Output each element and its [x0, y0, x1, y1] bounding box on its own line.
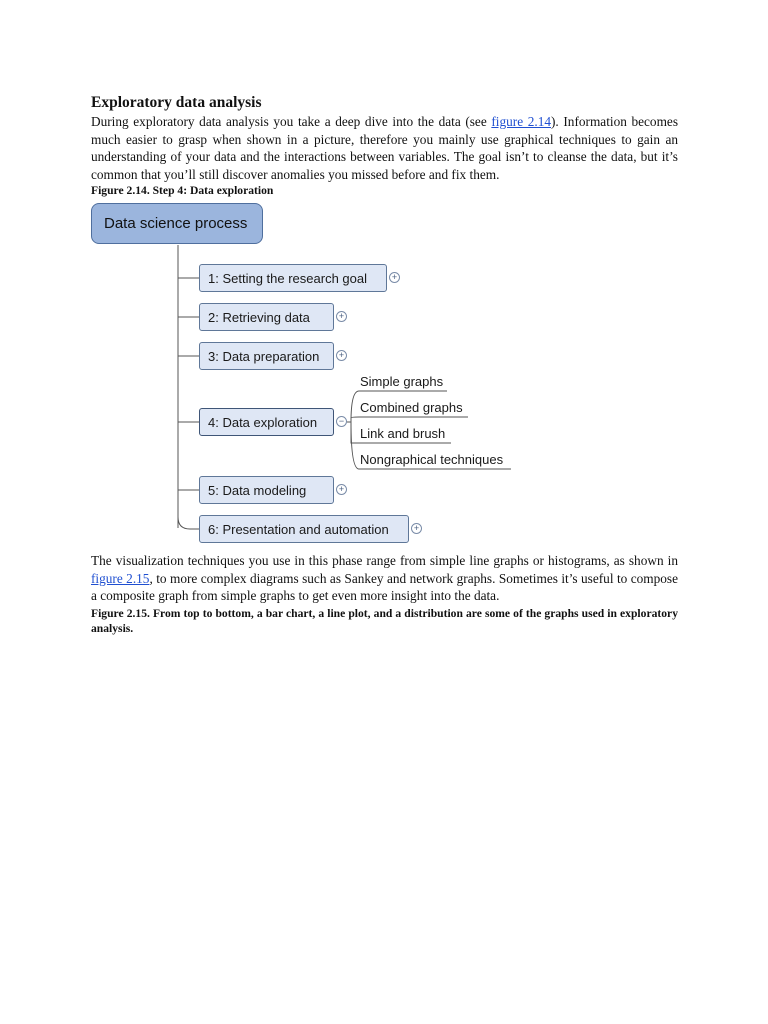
root-node[interactable]: Data science process	[91, 203, 263, 244]
section-title: Exploratory data analysis	[91, 94, 262, 111]
figure-2-14-caption: Figure 2.14. Step 4: Data exploration	[91, 184, 274, 197]
paragraph-intro	[91, 113, 678, 183]
collapse-icon[interactable]: −	[336, 416, 347, 427]
figure-2-14-link[interactable]: figure 2.14	[491, 114, 551, 129]
document-page	[91, 93, 678, 636]
branch-combined-graphs	[351, 417, 468, 422]
paragraph-visualization	[91, 552, 678, 605]
paragraph-intro-text-end: ). Information becomes much easier to grasp when shown in a picture, therefore you mainly use graphical techniques to gain an understanding of your data and the interactions between variables. The goal isn’t to cleanse the data, but it’s common that you’ll still discover anomalies you missed before and fix them.	[91, 114, 679, 182]
paragraph-visualization-text-end: , to more complex diagrams such as Sankey and network graphs. Sometimes it’s useful to compose a composite graph from simple graphs to get even more insight into the data.	[91, 570, 678, 603]
branch-step-6	[178, 517, 199, 529]
step-node-data-preparation[interactable]: 3: Data preparation	[199, 342, 334, 370]
step-node-data-modeling[interactable]: 5: Data modeling	[199, 476, 334, 504]
expand-icon[interactable]: +	[336, 311, 347, 322]
leaf-simple-graphs[interactable]: Simple graphs	[360, 374, 444, 389]
expand-icon[interactable]: +	[411, 523, 422, 534]
step-node-presentation-automation[interactable]: 6: Presentation and automation	[199, 515, 409, 543]
expand-icon[interactable]: +	[336, 350, 347, 361]
figure-2-15-link[interactable]: figure 2.15	[91, 570, 150, 586]
leaf-link-and-brush[interactable]: Link and brush	[360, 426, 446, 441]
figure-2-15-caption: Figure 2.15. From top to bottom, a bar chart, a line plot, and a distribution are some of the graphs used in exploratory analysis.	[91, 606, 678, 635]
step-node-retrieving-data[interactable]: 2: Retrieving data	[199, 303, 334, 331]
expand-icon[interactable]: +	[389, 272, 400, 283]
leaf-nongraphical-techniques[interactable]: Nongraphical techniques	[360, 452, 504, 467]
paragraph-visualization-text-start: The visualization techniques you use in this phase range from simple line graphs or histograms, as shown in	[91, 553, 678, 568]
paragraph-intro-text-start: During exploratory data analysis you take a deep dive into the data (see	[91, 114, 492, 129]
data-science-process-diagram	[91, 199, 678, 551]
step-node-data-exploration[interactable]: 4: Data exploration	[199, 408, 334, 436]
expand-icon[interactable]: +	[336, 484, 347, 495]
leaf-combined-graphs[interactable]: Combined graphs	[360, 400, 463, 415]
step-node-research-goal[interactable]: 1: Setting the research goal	[199, 264, 387, 292]
